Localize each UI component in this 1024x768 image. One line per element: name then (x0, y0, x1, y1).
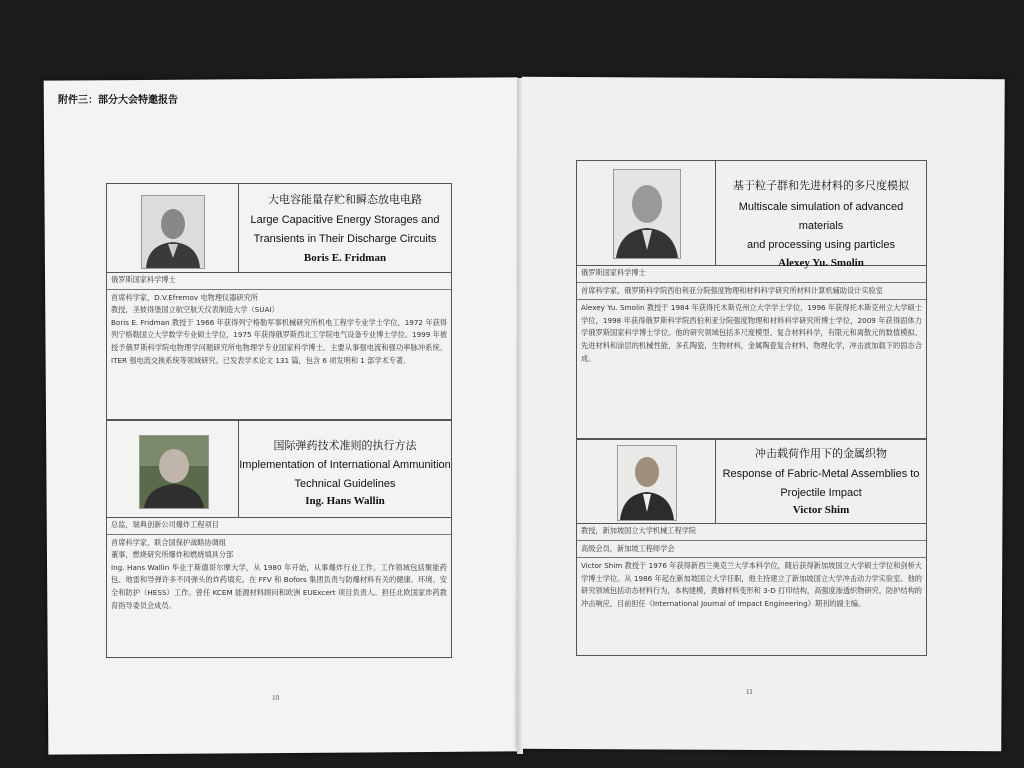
talk-title-en-line2: and processing using particles (747, 239, 895, 251)
speaker-bio (581, 267, 922, 365)
bio-paragraph: Victor Shim 教授于 1976 年获得新西兰奥克兰大学本科学位，随后获得新加坡国立大学硕士学位和剑桥大学博士学位。从 1986 年起在新加坡国立大学任职，他主持建立了新加坡国立大学冲击动力学实验室。他的研究领域包括动态材料行为，本构建模，黄蜂材料变形和 3-D 打印结构，高强度渗透织物研究，防护结构的冲击响应，目前担任《International Journal of Impact Engineering》期刊的副主编。 (581, 561, 922, 608)
divider (107, 289, 451, 290)
portrait-photo (613, 169, 681, 259)
talk-title-zh: 基于粒子群和先进材料的多尺度模拟 (733, 179, 909, 192)
portrait-photo (617, 445, 677, 521)
photo-cell (577, 161, 716, 265)
speaker-name: Alexey Yu. Smolin (778, 257, 864, 269)
divider (577, 557, 926, 558)
card-header (107, 184, 451, 273)
talk-title-en-line2: Technical Guidelines (294, 478, 396, 490)
card-header (107, 421, 451, 518)
talk-title-en-line1: Large Capacitive Energy Storages and (250, 214, 440, 226)
photo-cell (577, 439, 716, 523)
title-cell (716, 161, 926, 269)
bio-line: 董事，燃烧研究所爆炸和燃烧填具分部 (111, 550, 234, 560)
divider (577, 299, 926, 300)
card-header (577, 161, 926, 269)
talk-title-en-line1: Implementation of International Ammunition (239, 459, 451, 471)
bio-line: 总监，瑞典创新公司爆炸工程项目 (111, 520, 219, 529)
speaker-name: Boris E. Fridman (303, 252, 387, 264)
card-header (577, 439, 926, 524)
divider (107, 534, 451, 535)
bio-line: 俄罗斯国家科学博士 (581, 268, 646, 277)
photo-cell (107, 421, 239, 517)
bio-line: 首席科学家，俄罗斯科学院西伯利亚分院强度物理和材料科学研究所材料计算机辅助设计实验室 (581, 285, 883, 295)
bio-line: 俄罗斯国家科学博士 (111, 275, 176, 284)
bio-line: 教授，新加坡国立大学机械工程学院 (581, 526, 697, 535)
talk-title-en-line1: Response of Fabric-Metal Assemblies to (722, 468, 920, 480)
title-cell (239, 421, 451, 517)
bio-line: 教授，圣彼得堡国立航空航天仪表制造大学（SUAI） (111, 305, 279, 315)
bio-paragraph: Ing. Hans Wallin 毕业于斯德哥尔摩大学，从 1980 年开始，从事爆炸行业工作。工作领域包括聚能药包、地雷和导弹许多不同弹头的炸药填充。在 FFV 和 Bofors 集团负责与防爆材料有关的健康、环境、安全和防护（HESS）工作。曾任 KCEM 能源材料顾问和欧洲 EUExcert 项目负责人。担任北欧国家炸药教育指导委员会成员。 (111, 562, 447, 610)
speaker-card-shim (576, 438, 927, 656)
speaker-card-fridman (106, 183, 452, 420)
bio-paragraph: Boris E. Fridman 教授于 1966 年获得列宁格勒军事机械研究所机电工程学专业学士学位，1972 年获得列宁格勒国立大学数学专业硕士学位，1975 年获得俄罗斯西北工学院电气设备专业博士学位。1999 年被授予俄罗斯科学院电物理学问题研究所电物理学专业国家科学博士。主要从事强电流和强功率脉冲系统、ITER 强电流交换系统等领域研究。已发表学术论文 131 篇，包含 6 项发明和 1 部学术专著。 (111, 317, 447, 365)
bio-line: 首席科学家，联合国保护战略协调组 (111, 537, 227, 547)
portrait-photo (139, 435, 209, 509)
speaker-bio (581, 525, 922, 611)
speaker-bio (111, 519, 447, 612)
photo-cell (107, 184, 239, 272)
talk-title-en-line2: Transients in Their Discharge Circuits (253, 233, 437, 245)
portrait-photo (141, 195, 205, 269)
appendix-heading: 附件三：部分大会特邀报告 (58, 95, 178, 106)
speaker-name: Ing. Hans Wallin (305, 495, 385, 507)
page-number: 11 (746, 688, 753, 696)
talk-title-zh: 大电容能量存贮和瞬态放电电路 (268, 193, 422, 206)
talk-title-en-line2: Projectile Impact (780, 487, 862, 499)
divider (577, 540, 926, 541)
speaker-card-wallin (106, 420, 452, 658)
bio-line: 首席科学家，D.V.Efremov 电物理仪器研究所 (111, 292, 258, 302)
bio-line: 高级会员，新加坡工程师学会 (581, 543, 675, 553)
speaker-card-smolin (576, 160, 927, 440)
speaker-bio (111, 274, 447, 367)
book-spine (517, 78, 523, 754)
divider (577, 282, 926, 283)
talk-title-zh: 冲击载荷作用下的金属织物 (755, 447, 887, 460)
talk-title-zh: 国际弹药技术准则的执行方法 (273, 439, 417, 452)
talk-title-en-line1: Multiscale simulation of advanced materials (738, 201, 904, 232)
title-cell (239, 184, 451, 272)
title-cell (716, 439, 926, 523)
speaker-name: Victor Shim (792, 504, 850, 516)
page-number: 10 (272, 694, 279, 702)
bio-paragraph: Alexey Yu. Smolin 教授于 1984 年获得托木斯克州立大学学士学位，1996 年获得托木斯克州立大学硕士学位，1998 年获得俄罗斯科学院西伯利亚分院强度物理和材料科学研究所博士学位，2009 年获得固体力学俄罗斯国家科学博士学位。他的研究领域包括多尺度模型、复合材料科学，有限元和离散元的数值模拟、先进材料和涂层的机械性能，多孔陶瓷，生物材料，金属陶瓷复合材料，物理化学，冲击波加载下的固态合成。 (581, 303, 922, 363)
